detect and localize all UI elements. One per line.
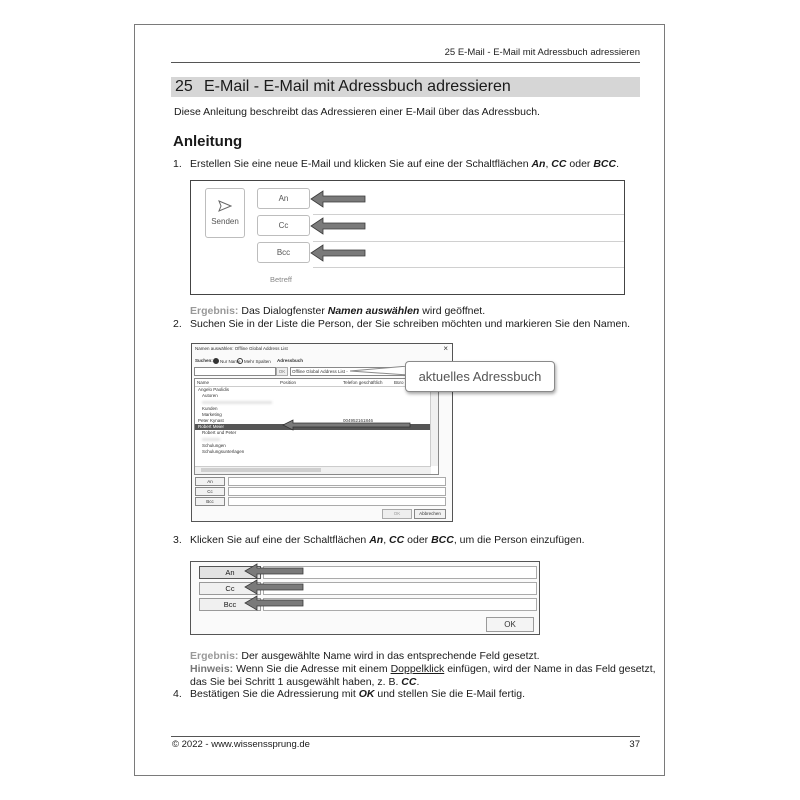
to-button[interactable]: An xyxy=(257,188,310,209)
step-3-number: 3. xyxy=(173,534,182,546)
callout-pointer xyxy=(350,366,410,376)
phone-value: 004952161846 xyxy=(343,418,374,423)
arrow-cc xyxy=(311,218,365,234)
hint-line-2: das Sie bei Schritt 1 ausgewählt haben, z. B. CC. xyxy=(190,676,420,688)
arrow-to xyxy=(245,564,303,578)
dialog-cc-button[interactable]: Cc xyxy=(195,487,225,496)
footer-copyright: © 2022 - www.wissenssprung.de xyxy=(172,739,310,750)
radio-selected-icon xyxy=(213,358,219,364)
dialog-to-field[interactable] xyxy=(228,477,446,486)
col-office[interactable]: Büro xyxy=(394,380,404,385)
list-item[interactable]: Marketing xyxy=(202,412,222,417)
step-2-number: 2. xyxy=(173,318,182,330)
col-name[interactable]: Name xyxy=(197,380,210,385)
radio-empty-icon xyxy=(237,358,243,364)
send-icon xyxy=(218,200,232,212)
list-item[interactable]: Schulungsunterlagen xyxy=(202,449,245,454)
result-3: Ergebnis: Der ausgewählte Name wird in das entsprechende Feld gesetzt. xyxy=(190,650,540,662)
to-button[interactable]: An xyxy=(199,566,261,579)
page-number: 37 xyxy=(629,739,640,750)
list-item[interactable]: Kunden xyxy=(202,406,218,411)
blurred-list-item xyxy=(202,401,272,404)
bcc-button[interactable]: Bcc xyxy=(257,242,310,263)
search-label: Suchen: xyxy=(195,358,213,363)
dialog-to-button[interactable]: An xyxy=(195,477,225,486)
list-item[interactable]: Angelo Paolidis xyxy=(198,387,230,392)
footer-rule xyxy=(171,736,640,737)
blurred-list-item xyxy=(202,438,220,441)
step-1-number: 1. xyxy=(173,158,182,170)
step-4-text: Bestätigen Sie die Adressierung mit OK und stellen Sie die E-Mail fertig. xyxy=(190,688,526,700)
pointer-arrows xyxy=(309,189,367,265)
col-phone[interactable]: Telefon geschäftlich xyxy=(343,380,383,385)
arrow-bcc xyxy=(245,596,303,610)
dialog-close-icon[interactable]: × xyxy=(443,344,448,353)
bcc-field-line xyxy=(313,267,624,268)
arrow-to xyxy=(311,191,365,207)
running-header: 25 E-Mail - E-Mail mit Adressbuch adressieren xyxy=(444,47,640,58)
document-page xyxy=(134,24,665,776)
ok-button[interactable]: OK xyxy=(486,617,534,632)
search-input[interactable] xyxy=(194,367,276,376)
cc-button[interactable]: Cc xyxy=(199,582,261,595)
dialog-ok-button[interactable]: OK xyxy=(382,509,412,519)
arrow-cc xyxy=(245,580,303,594)
horizontal-scrollbar[interactable] xyxy=(195,466,431,474)
send-label: Senden xyxy=(211,217,239,226)
col-position[interactable]: Position xyxy=(280,380,297,385)
radio-name-only[interactable]: Nur Name xyxy=(213,358,241,364)
chapter-title: E-Mail - E-Mail mit Adressbuch adressieren xyxy=(204,78,511,95)
header-divider xyxy=(195,386,431,387)
dialog-cc-field[interactable] xyxy=(228,487,446,496)
list-item[interactable]: Schulungen xyxy=(202,443,226,448)
dialog-bcc-button[interactable]: Bcc xyxy=(195,497,225,506)
send-button[interactable] xyxy=(205,188,245,238)
section-title: Anleitung xyxy=(173,133,243,150)
list-item[interactable]: Peter Kynast xyxy=(198,418,224,423)
current-addressbook-callout: aktuelles Adressbuch xyxy=(405,361,555,392)
list-item[interactable]: Autoren xyxy=(202,393,218,398)
step-2-text: Suchen Sie in der Liste die Person, der Sie schreiben möchten und markieren Sie den Namen. xyxy=(190,318,631,330)
doubleclick-link: Doppelklick xyxy=(390,663,445,675)
pointer-arrows-step3 xyxy=(243,562,305,614)
robert-meier-arrow xyxy=(282,419,412,431)
step-4-number: 4. xyxy=(173,688,182,700)
radio-more-columns[interactable]: Mehr Spalten xyxy=(237,358,271,364)
list-item-selected[interactable]: Robert Meier xyxy=(198,424,225,429)
addressbook-label: Adressbuch xyxy=(277,358,304,363)
result-1: Ergebnis: Das Dialogfenster Namen auswählen wird geöffnet. xyxy=(190,305,486,317)
list-item[interactable]: Robert und Peter xyxy=(202,430,237,435)
recipient-fields-screenshot xyxy=(190,561,540,635)
chapter-number: 25 xyxy=(175,78,193,95)
compose-screenshot xyxy=(190,180,625,295)
cc-button[interactable]: Cc xyxy=(257,215,310,236)
intro-text: Diese Anleitung beschreibt das Adressieren einer E-Mail über das Adressbuch. xyxy=(174,106,540,118)
dialog-title: Namen auswählen: Offline Global Address List xyxy=(195,346,288,351)
vertical-scrollbar[interactable] xyxy=(430,379,438,466)
arrow-bcc xyxy=(311,245,365,261)
dialog-cancel-button[interactable]: Abbrechen xyxy=(414,509,446,519)
dialog-bcc-field[interactable] xyxy=(228,497,446,506)
subject-label: Betreff xyxy=(270,275,292,284)
step-3-text: Klicken Sie auf eine der Schaltflächen An, CC oder BCC, um die Person einzufügen. xyxy=(190,534,585,546)
scrollbar-thumb[interactable] xyxy=(201,468,321,472)
header-rule xyxy=(171,62,640,63)
step-1-text: Erstellen Sie eine neue E-Mail und klicken Sie auf eine der Schaltflächen An, CC oder BCC. xyxy=(190,158,619,170)
go-button[interactable]: OK xyxy=(276,367,288,376)
addressbook-select[interactable]: Offline Global Address List - xyxy=(290,367,411,376)
bcc-button[interactable]: Bcc xyxy=(199,598,261,611)
hint-line-1: Hinweis: Wenn Sie die Adresse mit einem Doppelklick einfügen, wird der Name in das Feld gesetzt, xyxy=(190,663,656,675)
